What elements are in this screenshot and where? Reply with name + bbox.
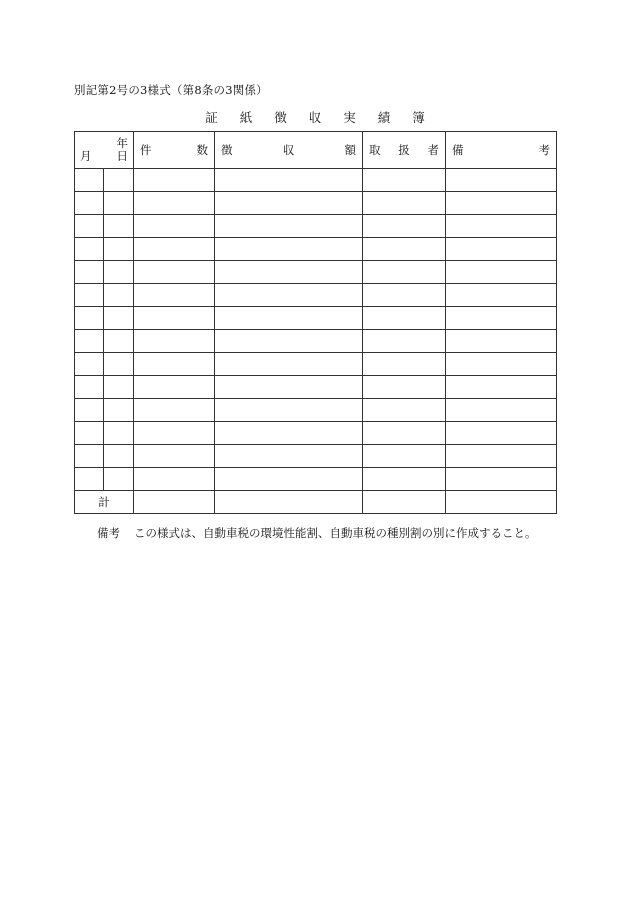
amount-header-char: 徴: [221, 143, 233, 157]
year-label: 年: [116, 136, 128, 150]
handler-cell: [363, 399, 446, 422]
count-header: [134, 132, 215, 169]
count-cell: [134, 284, 215, 307]
remarks-cell: [446, 353, 557, 376]
remarks-cell: [446, 238, 557, 261]
table-body: [75, 169, 557, 514]
handler-cell: [363, 376, 446, 399]
handler-cell: [363, 238, 446, 261]
amount-cell: [215, 284, 363, 307]
day-cell: [104, 307, 134, 330]
handler-cell: [363, 307, 446, 330]
day-cell: [104, 330, 134, 353]
month-cell: [75, 215, 104, 238]
remarks-header-char: 考: [538, 143, 550, 157]
handler-cell: [363, 468, 446, 491]
total-handler-cell: [363, 491, 446, 514]
day-cell: [104, 169, 134, 192]
handler-cell: [363, 422, 446, 445]
day-cell: [104, 192, 134, 215]
month-label: 月: [80, 149, 92, 163]
count-cell: [134, 422, 215, 445]
remarks-cell: [446, 376, 557, 399]
amount-header-char: 額: [344, 143, 356, 157]
month-cell: [75, 330, 104, 353]
remarks-cell: [446, 468, 557, 491]
table-row: [75, 215, 557, 238]
remarks-note-text: この様式は、自動車税の環境性能割、自動車税の種別割の別に作成すること。: [134, 526, 537, 540]
handler-header-char: 取: [369, 143, 381, 157]
remarks-cell: [446, 192, 557, 215]
table-row: [75, 376, 557, 399]
title-char: 簿: [412, 110, 425, 125]
remarks-header-char: 備: [452, 143, 464, 157]
count-cell: [134, 261, 215, 284]
table-row: [75, 353, 557, 376]
table-row: [75, 399, 557, 422]
amount-cell: [215, 307, 363, 330]
handler-cell: [363, 169, 446, 192]
handler-header-char: 者: [427, 143, 439, 157]
month-cell: [75, 169, 104, 192]
remarks-cell: [446, 307, 557, 330]
amount-cell: [215, 445, 363, 468]
day-cell: [104, 422, 134, 445]
handler-cell: [363, 284, 446, 307]
amount-cell: [215, 353, 363, 376]
table-row: [75, 330, 557, 353]
handler-cell: [363, 445, 446, 468]
month-cell: [75, 422, 104, 445]
handler-cell: [363, 192, 446, 215]
amount-cell: [215, 192, 363, 215]
day-cell: [104, 399, 134, 422]
document-title: [0, 108, 630, 126]
amount-cell: [215, 376, 363, 399]
count-header-char: 数: [196, 143, 208, 157]
count-cell: [134, 353, 215, 376]
table-row: [75, 307, 557, 330]
amount-cell: [215, 169, 363, 192]
day-label: 日: [116, 149, 128, 163]
day-cell: [104, 238, 134, 261]
count-cell: [134, 468, 215, 491]
day-cell: [104, 215, 134, 238]
total-label: 計: [75, 491, 134, 514]
remarks-note-label: 備考: [97, 526, 120, 540]
handler-cell: [363, 261, 446, 284]
day-cell: [104, 445, 134, 468]
amount-cell: [215, 238, 363, 261]
remarks-cell: [446, 399, 557, 422]
count-cell: [134, 238, 215, 261]
count-cell: [134, 169, 215, 192]
table-row: [75, 422, 557, 445]
count-cell: [134, 215, 215, 238]
handler-cell: [363, 353, 446, 376]
title-char: 績: [377, 110, 391, 125]
total-remarks-cell: [446, 491, 557, 514]
amount-cell: [215, 422, 363, 445]
title-char: 徴: [274, 110, 287, 125]
amount-cell: [215, 330, 363, 353]
table-row: [75, 445, 557, 468]
amount-cell: [215, 215, 363, 238]
amount-header: [215, 132, 363, 169]
stamp-collection-ledger-table: [74, 131, 557, 514]
total-amount-cell: [215, 491, 363, 514]
date-header: [75, 132, 134, 169]
month-cell: [75, 261, 104, 284]
month-cell: [75, 284, 104, 307]
form-number-label: 別記第2号の3様式（第8条の3関係）: [74, 83, 268, 97]
remarks-cell: [446, 261, 557, 284]
count-cell: [134, 399, 215, 422]
table-row: [75, 284, 557, 307]
remarks-note: [97, 525, 537, 541]
table-row: [75, 468, 557, 491]
table-row: [75, 169, 557, 192]
handler-header: [363, 132, 446, 169]
remarks-cell: [446, 422, 557, 445]
month-cell: [75, 192, 104, 215]
table-row: [75, 192, 557, 215]
remarks-cell: [446, 215, 557, 238]
title-char: 収: [308, 110, 322, 125]
table-row: [75, 238, 557, 261]
count-cell: [134, 330, 215, 353]
amount-cell: [215, 468, 363, 491]
table-header-row: [75, 132, 557, 169]
table-row: [75, 261, 557, 284]
amount-cell: [215, 261, 363, 284]
day-cell: [104, 284, 134, 307]
month-cell: [75, 468, 104, 491]
title-char: 実: [343, 110, 356, 125]
title-char: 証: [205, 110, 218, 125]
count-cell: [134, 376, 215, 399]
title-char: 紙: [239, 110, 253, 125]
month-cell: [75, 307, 104, 330]
month-cell: [75, 445, 104, 468]
remarks-cell: [446, 169, 557, 192]
month-cell: [75, 376, 104, 399]
month-cell: [75, 353, 104, 376]
total-row: [75, 491, 557, 514]
remarks-header: [446, 132, 557, 169]
amount-header-char: 収: [282, 143, 295, 157]
day-cell: [104, 353, 134, 376]
count-cell: [134, 307, 215, 330]
day-cell: [104, 261, 134, 284]
remarks-cell: [446, 445, 557, 468]
month-cell: [75, 238, 104, 261]
count-cell: [134, 445, 215, 468]
handler-header-char: 扱: [398, 143, 410, 157]
amount-cell: [215, 399, 363, 422]
day-cell: [104, 468, 134, 491]
month-cell: [75, 399, 104, 422]
count-cell: [134, 192, 215, 215]
total-count-cell: [134, 491, 215, 514]
handler-cell: [363, 330, 446, 353]
day-cell: [104, 376, 134, 399]
remarks-cell: [446, 284, 557, 307]
count-header-char: 件: [140, 143, 152, 157]
handler-cell: [363, 215, 446, 238]
remarks-cell: [446, 330, 557, 353]
